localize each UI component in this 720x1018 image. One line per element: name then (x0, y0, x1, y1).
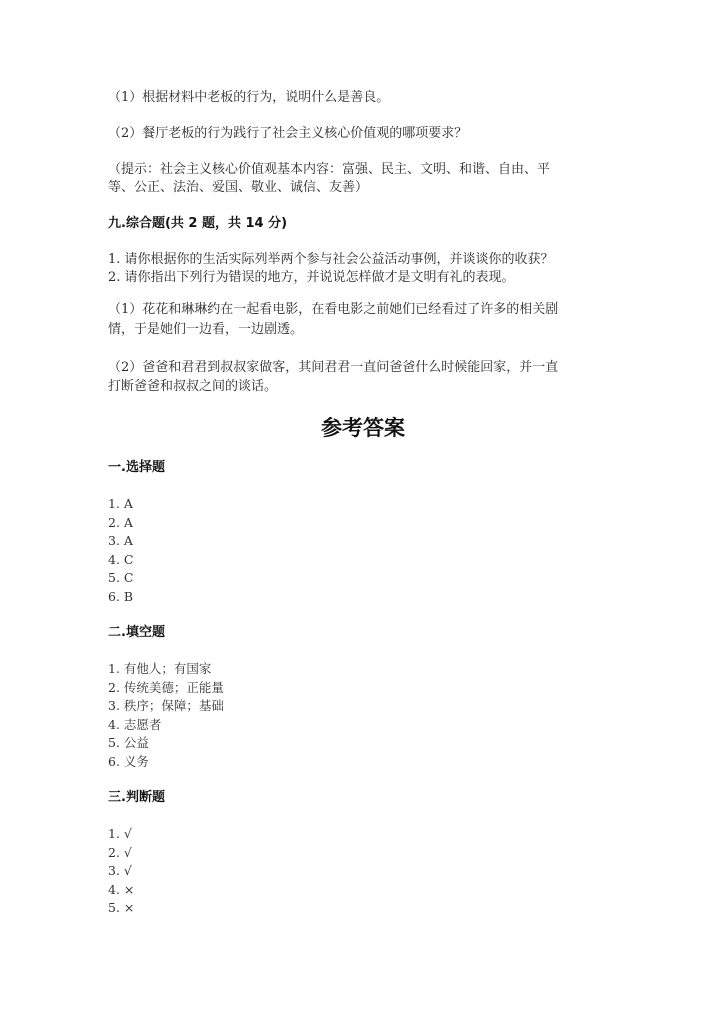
answer-item: 3. A (108, 533, 133, 548)
answer-item: 4. × (108, 882, 135, 897)
answer-section-1-heading: 一.选择题 (108, 460, 165, 475)
section-9-item-2: 2. 请你指出下列行为错误的地方，并说说怎样做才是文明有礼的表现。 (108, 270, 515, 285)
hint-line-1: （提示：社会主义核心价值观基本内容：富强、民主、文明、和谐、自由、平 (108, 162, 551, 177)
question-sub-2: （2）餐厅老板的行为践行了社会主义核心价值观的哪项要求？ (108, 126, 468, 141)
answer-item: 6. B (108, 589, 134, 604)
answer-item: 3. 秩序；保障；基础 (108, 698, 224, 713)
answer-item: 6. 义务 (108, 754, 149, 769)
answer-section-3-heading: 三.判断题 (108, 790, 165, 805)
answer-item: 4. 志愿者 (108, 717, 162, 732)
answer-item: 5. C (108, 570, 134, 585)
scenario-2-line-2: 打断爸爸和叔叔之间的谈话。 (108, 379, 278, 394)
scenario-1-line-1: （1）花花和琳琳约在一起看电影，在看电影之前她们已经看过了许多的相关剧 (108, 302, 559, 317)
answer-item: 4. C (108, 552, 134, 567)
answer-item: 2. 传统美德；正能量 (108, 680, 224, 695)
scenario-2-line-1: （2）爸爸和君君到叔叔家做客，其间君君一直问爸爸什么时候能回家，并一直 (108, 360, 559, 375)
answer-item: 5. × (108, 900, 135, 915)
section-9-item-1: 1. 请你根据你的生活实际列举两个参与社会公益活动事例，并谈谈你的收获？ (108, 252, 554, 267)
question-sub-1: （1）根据材料中老板的行为，说明什么是善良。 (108, 90, 390, 105)
answer-item: 1. 有他人；有国家 (108, 661, 212, 676)
answer-item: 1. √ (108, 826, 132, 841)
answer-item: 2. A (108, 515, 133, 530)
hint-line-2: 等、公正、法治、爱国、敬业、诚信、友善） (108, 180, 369, 195)
answer-key-title: 参考答案 (321, 416, 405, 440)
section-9-heading: 九.综合题(共 2 题，共 14 分) (108, 216, 288, 231)
answer-item: 1. A (108, 496, 133, 511)
scenario-1-line-2: 情，于是她们一边看，一边剧透。 (108, 322, 304, 337)
answer-item: 2. √ (108, 845, 132, 860)
answer-item: 5. 公益 (108, 735, 149, 750)
answer-section-2-heading: 二.填空题 (108, 625, 165, 640)
answer-item: 3. √ (108, 863, 132, 878)
